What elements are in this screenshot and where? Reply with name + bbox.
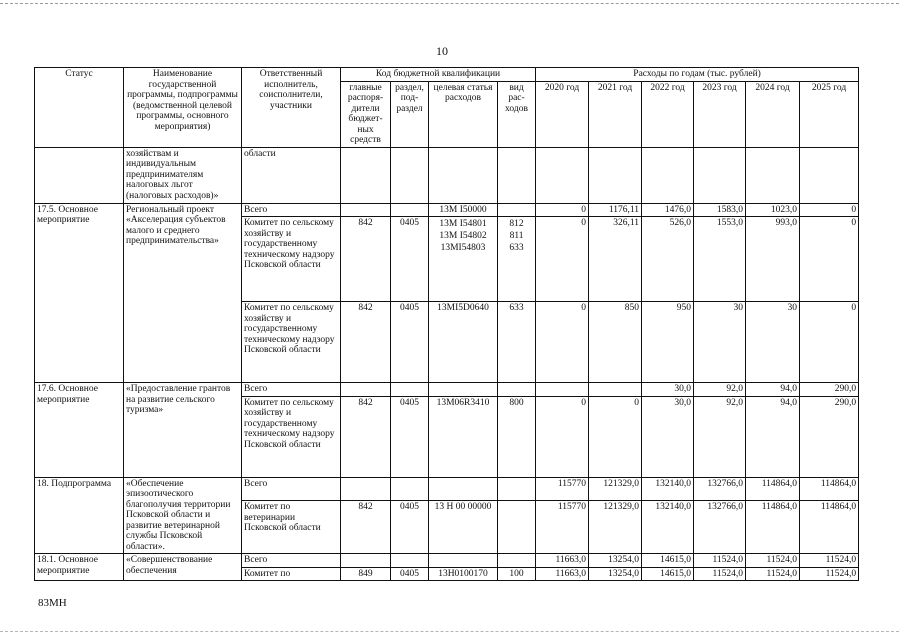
value-2024: 993,0 bbox=[746, 217, 800, 302]
table-row bbox=[35, 383, 859, 397]
header-year-2023: 2023 год bbox=[694, 81, 746, 147]
section-cell: 0405 bbox=[391, 501, 429, 554]
responsible-cell: Комитет по ветеринарии Псковской области bbox=[242, 501, 341, 554]
value-2020: 115770 bbox=[536, 501, 589, 554]
target-cell: 13МI5D0640 bbox=[429, 302, 498, 383]
kind-line: 812 bbox=[509, 219, 524, 229]
table-row bbox=[35, 203, 859, 217]
section-cell: 0405 bbox=[391, 302, 429, 383]
value-2024: 30 bbox=[746, 302, 800, 383]
value-2020: 0 bbox=[536, 203, 589, 217]
header-row-1 bbox=[35, 68, 859, 82]
value-2025: 290,0 bbox=[800, 383, 859, 397]
value-2022: 950 bbox=[642, 302, 694, 383]
program-name-cell: «Совершенствование обеспечения bbox=[124, 554, 242, 581]
value-2021: 850 bbox=[589, 302, 642, 383]
value-2023: 11524,0 bbox=[694, 567, 746, 581]
value-2025: 0 bbox=[800, 217, 859, 302]
value-2023: 132766,0 bbox=[694, 501, 746, 554]
value-2024: 1023,0 bbox=[746, 203, 800, 217]
value-2023: 1583,0 bbox=[694, 203, 746, 217]
value-2020: 0 bbox=[536, 302, 589, 383]
table-row bbox=[35, 477, 859, 501]
value-2024: 11524,0 bbox=[746, 554, 800, 568]
responsible-cell: Всего bbox=[242, 203, 341, 217]
status-cell: 18.1. Основное мероприятие bbox=[35, 554, 124, 581]
header-expenses: Расходы по годам (тыс. рублей) bbox=[536, 68, 859, 82]
grbs-cell: 849 bbox=[341, 567, 391, 581]
responsible-cell: Всего bbox=[242, 383, 341, 397]
header-section: раздел, под-раздел bbox=[391, 81, 429, 147]
header-year-2022: 2022 год bbox=[642, 81, 694, 147]
header-year-2024: 2024 год bbox=[746, 81, 800, 147]
section-cell: 0405 bbox=[391, 217, 429, 302]
responsible-cell: области bbox=[242, 147, 341, 203]
target-line: 13М I54801 bbox=[439, 219, 487, 229]
responsible-cell: Всего bbox=[242, 477, 341, 501]
value-2022: 526,0 bbox=[642, 217, 694, 302]
grbs-cell: 842 bbox=[341, 501, 391, 554]
status-cell: 17.5. Основное мероприятие bbox=[35, 203, 124, 383]
status-cell: 17.6. Основное мероприятие bbox=[35, 383, 124, 478]
value-2020: 11663,0 bbox=[536, 554, 589, 568]
kind-cell bbox=[498, 217, 536, 302]
value-2022: 14615,0 bbox=[642, 567, 694, 581]
target-cell: 13М I50000 bbox=[429, 203, 498, 217]
value-2023: 30 bbox=[694, 302, 746, 383]
value-2024: 11524,0 bbox=[746, 567, 800, 581]
value-2025: 290,0 bbox=[800, 396, 859, 477]
kind-cell: 633 bbox=[498, 302, 536, 383]
value-2021: 121329,0 bbox=[589, 501, 642, 554]
header-name: Наименование государственной программы, подпрограммы (ведомственной целевой программы, основного мероприятия) bbox=[124, 68, 242, 148]
value-2021: 326,11 bbox=[589, 217, 642, 302]
header-responsible: Ответственный исполнитель, соисполнители, участники bbox=[242, 68, 341, 148]
responsible-cell: Комитет по bbox=[242, 567, 341, 581]
value-2021 bbox=[589, 383, 642, 397]
value-2021: 1176,11 bbox=[589, 203, 642, 217]
grbs-cell: 842 bbox=[341, 396, 391, 477]
value-2025: 11524,0 bbox=[800, 567, 859, 581]
header-year-2025: 2025 год bbox=[800, 81, 859, 147]
value-2023: 92,0 bbox=[694, 383, 746, 397]
value-2022: 132140,0 bbox=[642, 477, 694, 501]
responsible-cell: Комитет по сельскому хозяйству и государственному техническому надзору Псковской области bbox=[242, 217, 341, 302]
target-cell: 13 Н 00 00000 bbox=[429, 501, 498, 554]
header-target: целевая статья расходов bbox=[429, 81, 498, 147]
section-cell: 0405 bbox=[391, 567, 429, 581]
value-2021: 0 bbox=[589, 396, 642, 477]
value-2025: 114864,0 bbox=[800, 477, 859, 501]
value-2020: 11663,0 bbox=[536, 567, 589, 581]
header-budget-code: Код бюджетной квалификации bbox=[341, 68, 536, 82]
grbs-cell: 842 bbox=[341, 217, 391, 302]
header-year-2020: 2020 год bbox=[536, 81, 589, 147]
value-2021: 13254,0 bbox=[589, 567, 642, 581]
value-2020: 115770 bbox=[536, 477, 589, 501]
footer-code: 83МН bbox=[38, 597, 67, 609]
responsible-cell: Всего bbox=[242, 554, 341, 568]
target-cell bbox=[429, 217, 498, 302]
program-name-cell: хозяйствам и индивидуальным предпринимателям налоговых льгот (налоговых расходов)» bbox=[124, 147, 242, 203]
value-2023: 92,0 bbox=[694, 396, 746, 477]
scan-bottom-edge bbox=[0, 631, 899, 632]
value-2023: 11524,0 bbox=[694, 554, 746, 568]
value-2025: 0 bbox=[800, 302, 859, 383]
grbs-cell: 842 bbox=[341, 302, 391, 383]
table-row bbox=[35, 554, 859, 568]
responsible-cell: Комитет по сельскому хозяйству и государственному техническому надзору Псковской области bbox=[242, 396, 341, 477]
value-2022: 1476,0 bbox=[642, 203, 694, 217]
value-2020 bbox=[536, 383, 589, 397]
value-2022: 132140,0 bbox=[642, 501, 694, 554]
kind-cell: 100 bbox=[498, 567, 536, 581]
value-2020: 0 bbox=[536, 396, 589, 477]
value-2022: 14615,0 bbox=[642, 554, 694, 568]
value-2024: 94,0 bbox=[746, 383, 800, 397]
value-2023: 132766,0 bbox=[694, 477, 746, 501]
kind-line: 633 bbox=[509, 243, 524, 253]
section-cell: 0405 bbox=[391, 396, 429, 477]
value-2021: 13254,0 bbox=[589, 554, 642, 568]
header-grbs: главные распоря-дители бюджет-ных средств bbox=[341, 81, 391, 147]
responsible-cell: Комитет по сельскому хозяйству и государственному техническому надзору Псковской области bbox=[242, 302, 341, 383]
program-name-cell: «Предоставление грантов на развитие сельского туризма» bbox=[124, 383, 242, 478]
value-2020: 0 bbox=[536, 217, 589, 302]
program-name-cell: Региональный проект «Акселерация субъектов малого и среднего предпринимательства» bbox=[124, 203, 242, 383]
target-cell: 13М06R3410 bbox=[429, 396, 498, 477]
budget-table bbox=[34, 67, 859, 581]
value-2023: 1553,0 bbox=[694, 217, 746, 302]
value-2025: 114864,0 bbox=[800, 501, 859, 554]
kind-line: 811 bbox=[509, 231, 524, 241]
value-2024: 114864,0 bbox=[746, 501, 800, 554]
header-kind: вид рас-ходов bbox=[498, 81, 536, 147]
status-cell: 18. Подпрограмма bbox=[35, 477, 124, 554]
target-line: 13МI54803 bbox=[440, 243, 486, 253]
status-cell bbox=[35, 147, 124, 203]
value-2025: 11524,0 bbox=[800, 554, 859, 568]
target-cell: 13Н0100170 bbox=[429, 567, 498, 581]
program-name-cell: «Обеспечение эпизоотического благополучия территории Псковской области и развитие ветеринарной службы Псковской области». bbox=[124, 477, 242, 554]
value-2025: 0 bbox=[800, 203, 859, 217]
value-2022: 30,0 bbox=[642, 383, 694, 397]
scan-top-edge bbox=[0, 3, 899, 4]
header-status: Статус bbox=[35, 68, 124, 148]
value-2022: 30,0 bbox=[642, 396, 694, 477]
table-row bbox=[35, 147, 859, 203]
header-year-2021: 2021 год bbox=[589, 81, 642, 147]
kind-cell: 800 bbox=[498, 396, 536, 477]
value-2024: 94,0 bbox=[746, 396, 800, 477]
target-line: 13М I54802 bbox=[439, 231, 487, 241]
value-2021: 121329,0 bbox=[589, 477, 642, 501]
value-2024: 114864,0 bbox=[746, 477, 800, 501]
page-number: 10 bbox=[436, 44, 448, 58]
